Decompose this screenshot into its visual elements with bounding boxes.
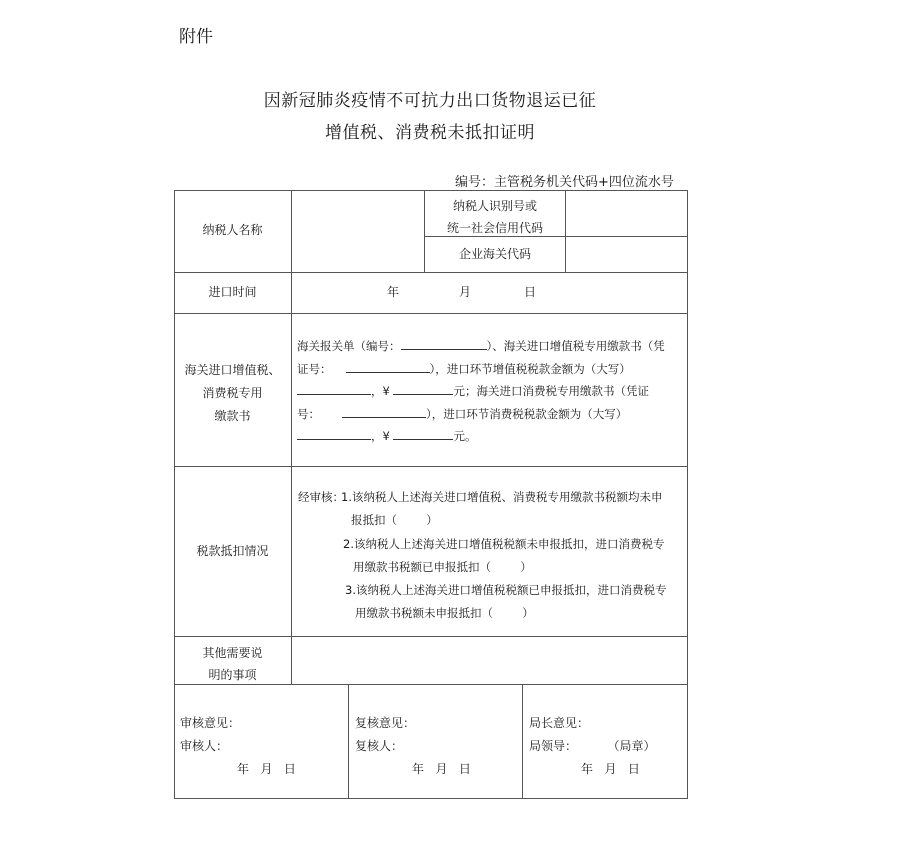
form-border-right	[687, 190, 688, 799]
taxpayer-name-field[interactable]	[292, 191, 423, 271]
vat-amount-number-blank[interactable]	[393, 380, 453, 395]
column-divider	[348, 684, 349, 798]
consumption-voucher-number-blank[interactable]	[342, 403, 426, 418]
customs-voucher-text: 海关报关单（编号： ）、海关进口增值税专用缴款书（凭 证号： ），进口环节增值税税款金额为（大写） ，¥ 元；海关进口消费税专用缴款书（凭证 号： ），进口环节消费税税款金额为（大写） ，¥ 元。	[297, 335, 679, 448]
import-time-label: 进口时间	[208, 285, 257, 300]
director-opinion-label: 局长意见：	[529, 716, 590, 730]
import-time-field[interactable]	[292, 273, 687, 313]
recheck-date: 年 月 日	[412, 762, 471, 776]
deduction-option-1[interactable]: 1.该纳税人上述海关进口增值税、消费税专用缴款书税额均未申 报抵扣（ ）	[341, 490, 663, 527]
vat-amount-words-blank[interactable]	[297, 380, 371, 395]
reviewer-label: 审核人：	[180, 739, 229, 753]
customs-code-field[interactable]	[566, 237, 686, 271]
consumption-amount-words-blank[interactable]	[297, 425, 371, 440]
form-border-bottom	[174, 798, 688, 799]
date-year: 年	[387, 285, 400, 299]
deduction-intro: 经审核：	[298, 490, 344, 504]
serial-number: 编号：主管税务机关代码+四位流水号	[455, 175, 674, 190]
director-date: 年 月 日	[581, 762, 640, 776]
consumption-amount-number-blank[interactable]	[393, 425, 453, 440]
recheck-opinion-label: 复核意见：	[355, 716, 416, 730]
customs-voucher-label: 海关进口增值税、 消费税专用 缴款书	[184, 363, 281, 423]
review-opinion-label: 审核意见：	[180, 716, 241, 730]
row-divider	[174, 313, 688, 314]
column-divider	[522, 684, 523, 798]
date-day: 日	[524, 285, 537, 299]
bureau-leader-label: 局领导： （局章）	[529, 739, 656, 753]
vat-voucher-number-blank[interactable]	[346, 358, 430, 373]
deduction-status-label: 税款抵扣情况	[196, 543, 269, 558]
rechecker-label: 复核人：	[355, 739, 404, 753]
document-title-line1: 因新冠肺炎疫情不可抗力出口货物退运已征	[263, 91, 597, 111]
taxpayer-name-label: 纳税人名称	[202, 223, 263, 238]
other-matters-label: 其他需要说 明的事项	[202, 646, 263, 682]
date-month: 月	[459, 285, 472, 299]
certificate-form	[174, 190, 688, 799]
deduction-option-2[interactable]: 2.该纳税人上述海关进口增值税税额未申报抵扣，进口消费税专 用缴款书税额已申报抵扣（ ）	[343, 537, 665, 574]
review-date: 年 月 日	[237, 762, 296, 776]
deduction-option-3[interactable]: 3.该纳税人上述海关进口增值税税额已申报抵扣，进口消费税专 用缴款书税额未申报抵扣（ ）	[345, 583, 667, 620]
taxpayer-id-label: 纳税人识别号或 统一社会信用代码	[446, 199, 543, 235]
customs-code-label: 企业海关代码	[458, 246, 531, 261]
taxpayer-id-field[interactable]	[566, 191, 686, 235]
attachment-label: 附件	[179, 27, 213, 47]
other-matters-field[interactable]	[292, 637, 687, 684]
declaration-number-blank[interactable]	[401, 335, 487, 350]
document-title-line2: 增值税、消费税未抵扣证明	[325, 123, 535, 143]
